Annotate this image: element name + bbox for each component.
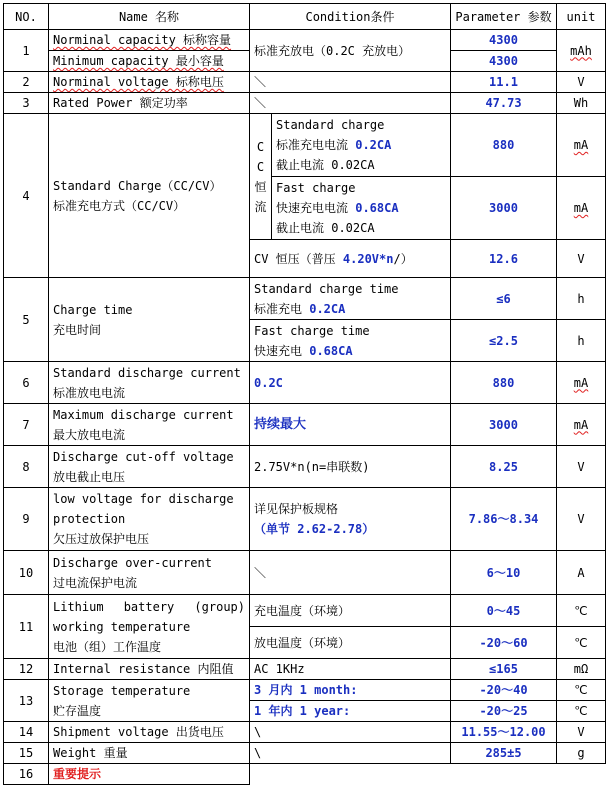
row-number: 9 <box>4 488 49 551</box>
row-number: 14 <box>4 722 49 743</box>
param-name: Weight 重量 <box>49 743 250 764</box>
param-unit: g <box>557 743 606 764</box>
row-number: 4 <box>4 114 49 278</box>
header-unit: unit <box>557 4 606 30</box>
param-unit: V <box>557 72 606 93</box>
param-condition: ＼ <box>250 551 451 595</box>
param-name: Standard discharge current 标准放电电流 <box>49 362 250 404</box>
param-condition: \ <box>250 722 451 743</box>
param-unit: mA <box>557 404 606 446</box>
header-row <box>4 4 606 30</box>
param-unit: ℃ <box>557 680 606 701</box>
param-value: ≤165 <box>451 659 557 680</box>
param-unit: ℃ <box>557 595 606 627</box>
param-condition: 放电温度（环境） <box>250 627 451 659</box>
param-condition: 详见保护板规格 （单节 2.62-2.78） <box>250 488 451 551</box>
param-value: 47.73 <box>451 93 557 114</box>
row-number: 13 <box>4 680 49 722</box>
table-row <box>4 446 606 488</box>
fast-charge-condition: Fast charge 快速充电电流 0.68CA 截止电流 0.02CA <box>272 177 451 240</box>
param-name: Charge time 充电时间 <box>49 278 250 362</box>
param-unit: ℃ <box>557 701 606 722</box>
row-number: 16 <box>4 764 49 785</box>
param-name-text: Minimum capacity 最小容量 <box>53 54 224 68</box>
header-name: Name 名称 <box>49 4 250 30</box>
param-value: 11.1 <box>451 72 557 93</box>
param-condition: 充电温度（环境） <box>250 595 451 627</box>
param-unit: mA <box>557 114 606 177</box>
param-value: 0～45 <box>451 595 557 627</box>
table-row <box>4 488 606 551</box>
param-value: 285±5 <box>451 743 557 764</box>
param-unit: Wh <box>557 93 606 114</box>
param-name-text: Norminal voltage 标称电压 <box>53 75 224 89</box>
header-no: NO. <box>4 4 49 30</box>
param-value: -20～60 <box>451 627 557 659</box>
param-condition: AC 1KHz <box>250 659 451 680</box>
param-unit: mA <box>557 362 606 404</box>
row-number: 15 <box>4 743 49 764</box>
param-unit: ℃ <box>557 627 606 659</box>
row-number: 2 <box>4 72 49 93</box>
param-unit: V <box>557 722 606 743</box>
param-unit: h <box>557 320 606 362</box>
row-number: 11 <box>4 595 49 659</box>
param-condition: ＼ <box>250 72 451 93</box>
empty-cell <box>250 764 606 785</box>
row-number: 8 <box>4 446 49 488</box>
param-condition: ＼ <box>250 93 451 114</box>
specification-table <box>3 3 606 785</box>
row-number: 6 <box>4 362 49 404</box>
table-row <box>4 764 606 785</box>
param-unit: mA <box>557 177 606 240</box>
param-value: 880 <box>451 362 557 404</box>
param-name: Discharge cut-off voltage 放电截止电压 <box>49 446 250 488</box>
param-name-text: Norminal capacity 标称容量 <box>53 33 232 47</box>
param-value: 3000 <box>451 404 557 446</box>
table-row <box>4 72 606 93</box>
param-value: 11.55～12.00 <box>451 722 557 743</box>
param-condition: 标准充放电（0.2C 充放电） <box>250 30 451 72</box>
row-number: 1 <box>4 30 49 72</box>
row-number: 7 <box>4 404 49 446</box>
table-row <box>4 30 606 51</box>
param-name <box>49 114 250 278</box>
param-value: 6～10 <box>451 551 557 595</box>
row-number: 5 <box>4 278 49 362</box>
param-name-en: Standard Charge（CC/CV） <box>53 178 222 193</box>
param-condition: 0.2C <box>250 362 451 404</box>
param-condition: 2.75V*n(n=串联数) <box>250 446 451 488</box>
param-name: Discharge over-current 过电流保护电流 <box>49 551 250 595</box>
param-value: 12.6 <box>451 240 557 278</box>
param-value: 4300 <box>451 30 557 51</box>
param-value: -20～40 <box>451 680 557 701</box>
param-name: Internal resistance 内阻值 <box>49 659 250 680</box>
param-name <box>49 51 250 72</box>
param-unit: mΩ <box>557 659 606 680</box>
param-unit: V <box>557 240 606 278</box>
param-unit: A <box>557 551 606 595</box>
param-value: -20～25 <box>451 701 557 722</box>
param-name: Storage temperature 贮存温度 <box>49 680 250 722</box>
param-value: 7.86～8.34 <box>451 488 557 551</box>
param-unit: h <box>557 278 606 320</box>
row-number: 3 <box>4 93 49 114</box>
table-row <box>4 362 606 404</box>
param-name: Rated Power 额定功率 <box>49 93 250 114</box>
param-name <box>49 30 250 51</box>
param-unit: V <box>557 446 606 488</box>
param-name: Lithium battery (group) working temperature 电池（组）工作温度 <box>49 595 250 659</box>
table-row <box>4 551 606 595</box>
param-name: Maximum discharge current 最大放电电流 <box>49 404 250 446</box>
table-row <box>4 93 606 114</box>
param-value: 880 <box>451 114 557 177</box>
param-value: 4300 <box>451 51 557 72</box>
table-row <box>4 404 606 446</box>
param-condition: 3 月内 1 month: <box>250 680 451 701</box>
important-notice: 重要提示 <box>49 764 250 785</box>
param-condition: 1 年内 1 year: <box>250 701 451 722</box>
cc-label: C C 恒 流 <box>250 114 272 240</box>
param-unit: V <box>557 488 606 551</box>
param-name: Shipment voltage 出货电压 <box>49 722 250 743</box>
cv-condition: CV 恒压（普压 4.20V*n/） <box>250 240 451 278</box>
param-name: low voltage for discharge protection 欠压过放保护电压 <box>49 488 250 551</box>
param-name-cn: 标准充电方式（CC/CV） <box>53 198 186 213</box>
param-value: ≤6 <box>451 278 557 320</box>
param-value: 3000 <box>451 177 557 240</box>
standard-charge-time-condition: Standard charge time 标准充电 0.2CA <box>250 278 451 320</box>
standard-charge-condition: Standard charge 标准充电电流 0.2CA 截止电流 0.02CA <box>272 114 451 177</box>
row-number: 10 <box>4 551 49 595</box>
param-value: 8.25 <box>451 446 557 488</box>
header-condition: Condition条件 <box>250 4 451 30</box>
table-row <box>4 659 606 680</box>
table-row <box>4 278 606 320</box>
param-value: ≤2.5 <box>451 320 557 362</box>
param-condition: \ <box>250 743 451 764</box>
param-unit <box>557 30 606 72</box>
unit-text: mAh <box>570 43 592 58</box>
row-number: 12 <box>4 659 49 680</box>
param-condition: 持续最大 <box>250 404 451 446</box>
table-row <box>4 722 606 743</box>
header-parameter: Parameter 参数 <box>451 4 557 30</box>
param-name <box>49 72 250 93</box>
table-row <box>4 680 606 701</box>
table-row <box>4 114 606 177</box>
table-row <box>4 743 606 764</box>
fast-charge-time-condition: Fast charge time 快速充电 0.68CA <box>250 320 451 362</box>
table-row <box>4 595 606 627</box>
